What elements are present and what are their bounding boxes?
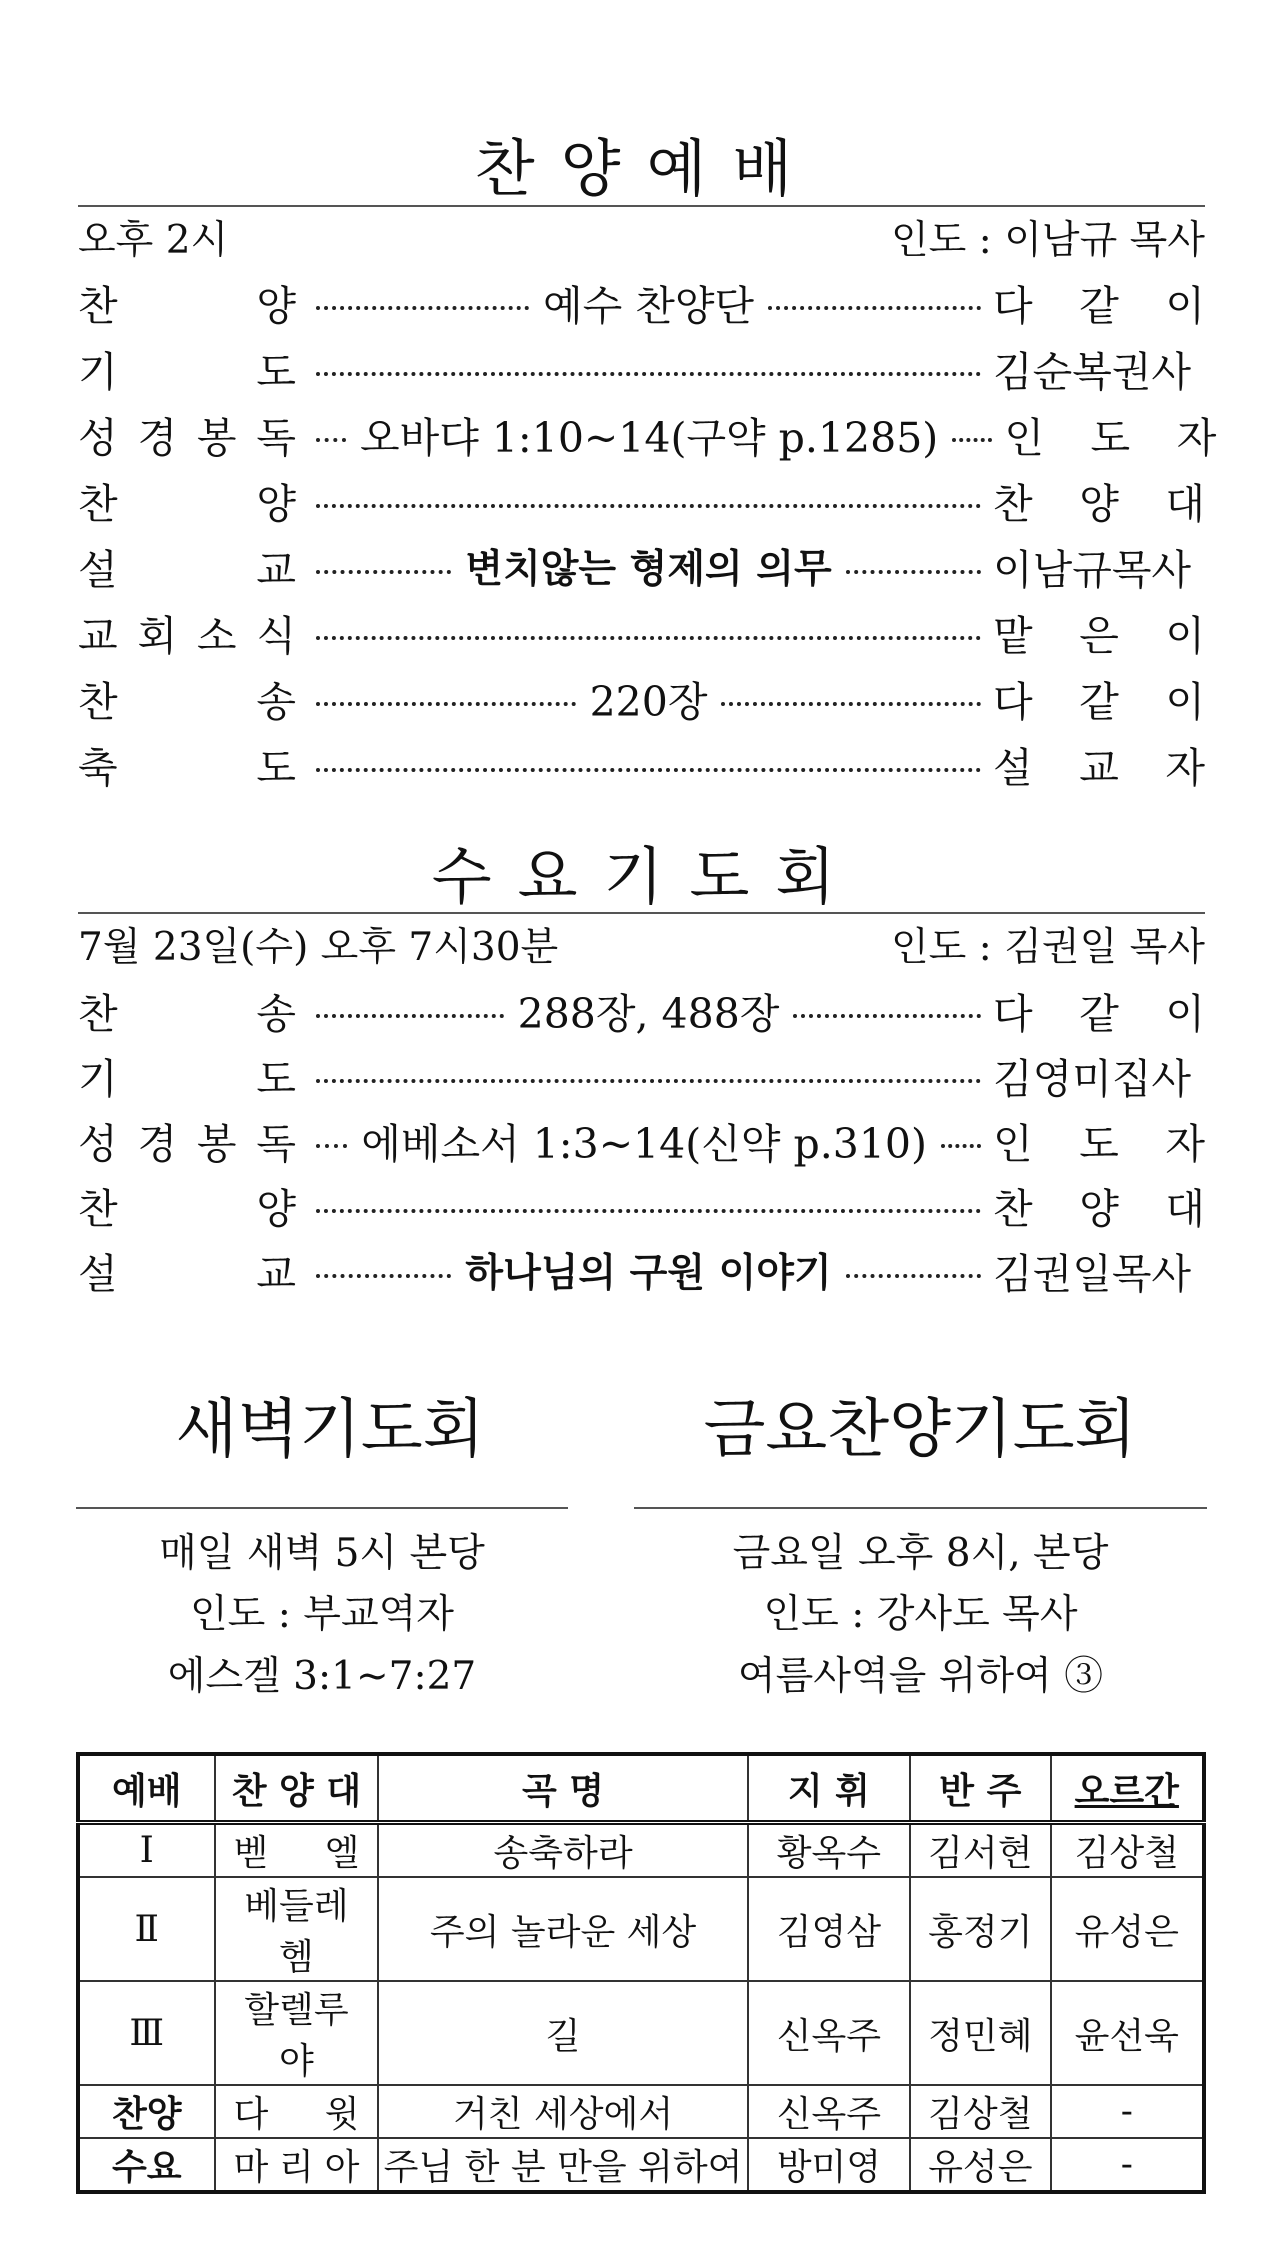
header-accompanist: 반 주 — [910, 1754, 1050, 1823]
choir-name: 다 윗 — [233, 2094, 360, 2135]
friday-prayer-title: 금요찬양기도회 — [703, 1393, 1137, 1467]
cell-conductor: 김영삼 — [748, 1877, 910, 1981]
praise-service-info — [78, 212, 1205, 262]
table-header-row — [78, 1754, 1204, 1823]
cell-song: 주의 놀라운 세상 — [378, 1877, 747, 1981]
wednesday-service-title: 수요기도회 — [431, 840, 862, 913]
table-row — [78, 1823, 1204, 1878]
order-item: 찬 송 — [78, 677, 296, 726]
dawn-prayer-line: 매일 새벽 5시 본당 — [159, 1531, 485, 1576]
header-choir: 찬 양 대 — [215, 1754, 379, 1823]
order-row — [78, 980, 1205, 1040]
wednesday-service-info — [78, 919, 1205, 969]
cell-accompanist: 정민혜 — [910, 1981, 1050, 2085]
cell-service: Ⅰ — [78, 1823, 215, 1878]
order-leader-dots — [296, 498, 993, 502]
order-person: 이남규목사 — [993, 545, 1192, 594]
order-person: 찬 양 대 — [993, 1184, 1205, 1233]
order-content: 220장 — [589, 677, 708, 726]
table-row — [78, 2085, 1204, 2138]
order-item: 설 교 — [78, 1249, 296, 1298]
order-person: 맡 은 이 — [993, 611, 1205, 660]
header-organ: 오르간 — [1051, 1754, 1204, 1823]
order-leader-dots — [296, 1242, 993, 1298]
cell-song: 길 — [378, 1981, 747, 2085]
order-person: 찬 양 대 — [993, 479, 1205, 528]
order-leader-dots — [296, 538, 993, 594]
order-row — [78, 536, 1205, 596]
order-row — [78, 1175, 1205, 1235]
cell-organ: - — [1051, 2138, 1204, 2192]
dawn-prayer-divider — [76, 1507, 568, 1509]
friday-prayer-line: 여름사역을 위하여 ③ — [737, 1654, 1104, 1699]
order-leader-dots — [296, 981, 993, 1040]
order-person: 인 도 자 — [993, 1119, 1205, 1168]
order-person: 다 같 이 — [993, 677, 1205, 726]
order-row — [78, 470, 1205, 530]
cell-song: 거친 세상에서 — [378, 2085, 747, 2138]
header-conductor: 지 휘 — [748, 1754, 910, 1823]
table-row — [78, 1877, 1204, 1981]
order-row — [78, 272, 1205, 332]
cell-song: 송축하라 — [378, 1823, 747, 1878]
cell-choir — [215, 1877, 379, 1981]
praise-service-time: 오후 2시 — [78, 218, 229, 263]
order-leader-dots — [296, 273, 993, 332]
order-person: 다 같 이 — [993, 989, 1205, 1038]
cell-organ: - — [1051, 2085, 1204, 2138]
header-service: 예배 — [78, 1754, 215, 1823]
cell-organ: 유성은 — [1051, 1877, 1204, 1981]
table-row — [78, 2138, 1204, 2192]
wednesday-service-divider — [78, 912, 1205, 914]
order-row — [78, 602, 1205, 662]
cell-accompanist: 김서현 — [910, 1823, 1050, 1878]
order-person: 김권일목사 — [993, 1249, 1192, 1298]
cell-song: 주님 한 분 만을 위하여 — [378, 2138, 747, 2192]
order-content: 288장, 488장 — [517, 989, 780, 1038]
praise-service-divider — [78, 205, 1205, 207]
order-row — [78, 1240, 1205, 1300]
cell-conductor: 신옥주 — [748, 2085, 910, 2138]
order-item: 찬 양 — [78, 1184, 296, 1233]
order-item: 교 회 소 식 — [78, 611, 296, 660]
order-person: 김순복권사 — [993, 347, 1192, 396]
order-row — [78, 734, 1205, 794]
order-content: 하나님의 구원 이야기 — [465, 1251, 832, 1296]
cell-service: Ⅱ — [78, 1877, 215, 1981]
friday-prayer-line: 금요일 오후 8시, 본당 — [732, 1531, 1109, 1576]
order-leader-dots — [296, 405, 1004, 464]
cell-service: Ⅲ — [78, 1981, 215, 2085]
table-row — [78, 1981, 1204, 2085]
order-item: 성 경 봉 독 — [78, 413, 296, 462]
cell-service: 찬양 — [78, 2085, 215, 2138]
order-leader-dots — [296, 366, 993, 370]
order-item: 축 도 — [78, 743, 296, 792]
choir-table — [76, 1752, 1206, 2194]
order-row — [78, 668, 1205, 728]
wednesday-service-time: 7월 23일(수) 오후 7시30분 — [78, 925, 559, 970]
order-item: 찬 송 — [78, 989, 296, 1038]
cell-conductor: 신옥주 — [748, 1981, 910, 2085]
order-item: 기 도 — [78, 1054, 296, 1103]
order-leader-dots — [296, 1111, 993, 1170]
order-item: 기 도 — [78, 347, 296, 396]
cell-choir — [215, 1981, 379, 2085]
order-row — [78, 404, 1217, 464]
cell-accompanist: 유성은 — [910, 2138, 1050, 2192]
cell-choir — [215, 2138, 379, 2192]
choir-name: 할렐루야 — [244, 1990, 349, 2082]
choir-name: 마 리 아 — [233, 2147, 360, 2188]
wednesday-service-leader: 인도 : 김권일 목사 — [890, 925, 1205, 970]
cell-conductor: 방미영 — [748, 2138, 910, 2192]
choir-name: 베들레헴 — [244, 1886, 349, 1978]
order-person: 인 도 자 — [1004, 413, 1217, 462]
order-content: 오바댜 1:10~14(구약 p.1285) — [360, 413, 939, 462]
friday-prayer-line: 인도 : 강사도 목사 — [763, 1592, 1078, 1637]
cell-choir — [215, 2085, 379, 2138]
cell-accompanist: 김상철 — [910, 2085, 1050, 2138]
order-content: 예수 찬양단 — [542, 281, 755, 330]
order-row — [78, 1110, 1205, 1170]
cell-conductor: 황옥수 — [748, 1823, 910, 1878]
cell-organ: 김상철 — [1051, 1823, 1204, 1878]
order-content: 변치않는 형제의 의무 — [465, 547, 832, 592]
order-content: 에베소서 1:3~14(신약 p.310) — [361, 1119, 927, 1168]
choir-name: 벧 엘 — [233, 1833, 360, 1874]
order-leader-dots — [296, 669, 993, 728]
dawn-prayer-title: 새벽기도회 — [175, 1393, 485, 1467]
order-leader-dots — [296, 1203, 993, 1207]
order-item: 설 교 — [78, 545, 296, 594]
order-person: 다 같 이 — [993, 281, 1205, 330]
friday-prayer-divider — [634, 1507, 1207, 1509]
cell-accompanist: 홍정기 — [910, 1877, 1050, 1981]
cell-choir — [215, 1823, 379, 1878]
order-leader-dots — [296, 630, 993, 634]
cell-service: 수요 — [78, 2138, 215, 2192]
order-leader-dots — [296, 762, 993, 766]
praise-service-leader: 인도 : 이남규 목사 — [890, 218, 1205, 263]
order-row — [78, 1045, 1205, 1105]
cell-organ: 윤선욱 — [1051, 1981, 1204, 2085]
order-person: 설 교 자 — [993, 743, 1205, 792]
order-item: 성 경 봉 독 — [78, 1119, 296, 1168]
order-item: 찬 양 — [78, 479, 296, 528]
header-song: 곡 명 — [378, 1754, 747, 1823]
praise-service-title: 찬양예배 — [474, 132, 819, 205]
order-leader-dots — [296, 1073, 993, 1077]
dawn-prayer-line: 인도 : 부교역자 — [190, 1592, 454, 1637]
dawn-prayer-line: 에스겔 3:1~7:27 — [167, 1654, 477, 1699]
order-row — [78, 338, 1205, 398]
order-person: 김영미집사 — [993, 1054, 1192, 1103]
order-item: 찬 양 — [78, 281, 296, 330]
